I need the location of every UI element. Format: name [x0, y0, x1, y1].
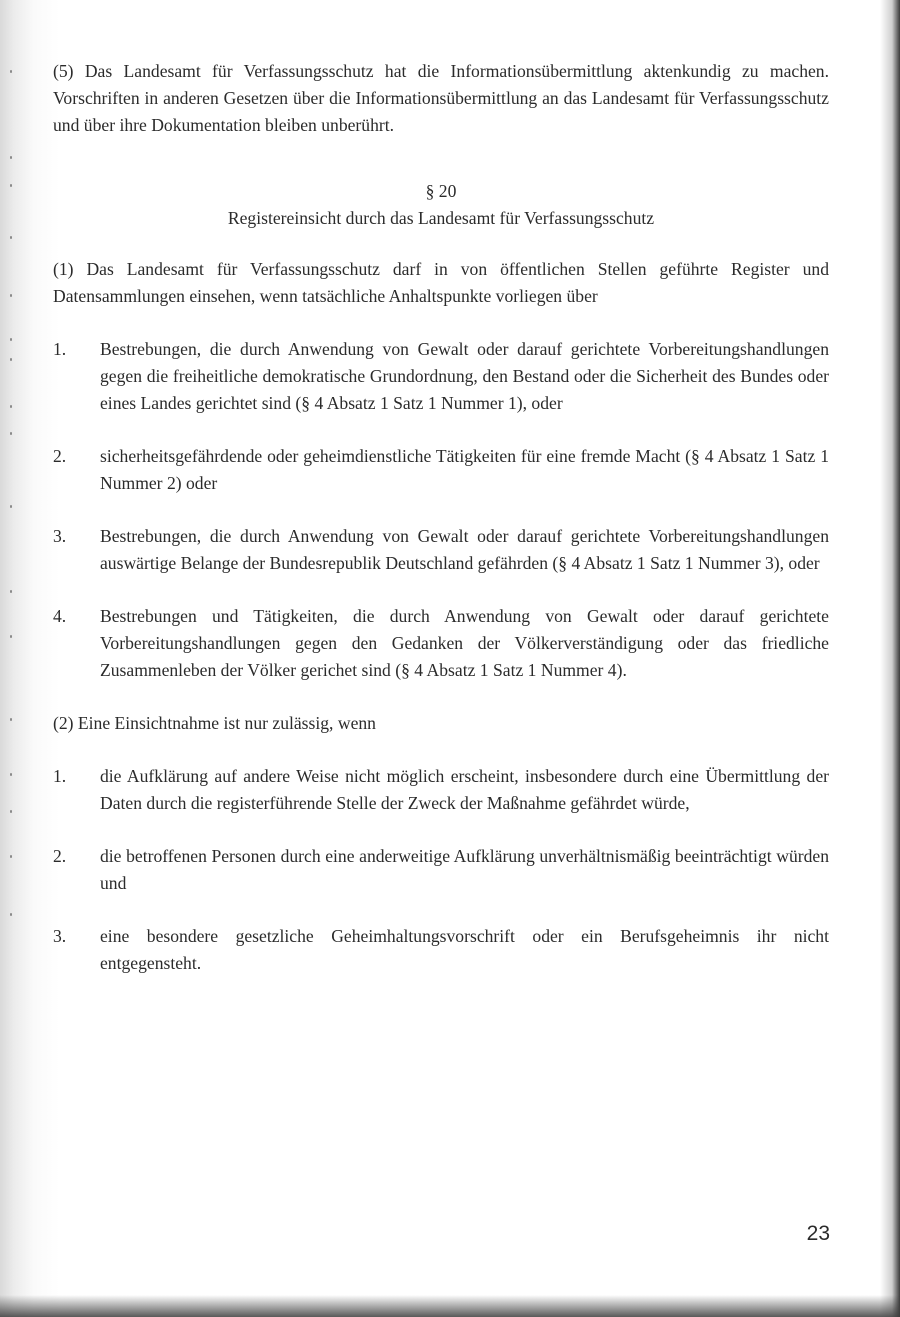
list-item-number: 1.	[53, 339, 67, 359]
list-item	[53, 443, 829, 497]
list-item-text: sicherheitsgefährdende oder geheimdienstliche Tätigkeiten für eine fremde Macht (§ 4 Absatz 1 Satz 1 Nummer 2) oder	[100, 446, 829, 493]
list-paragraph-1	[53, 336, 829, 684]
list-item-number: 4.	[53, 606, 67, 626]
list-item-number: 3.	[53, 926, 67, 946]
list-item-number: 2.	[53, 846, 67, 866]
list-item-text: die Aufklärung auf andere Weise nicht möglich erscheint, insbesondere durch eine Übermittlung der Daten durch die registerführende Stelle der Zweck der Maßnahme gefährdet würde,	[100, 766, 829, 813]
list-item-text: Bestrebungen, die durch Anwendung von Gewalt oder darauf gerichtete Vorbereitungshandlungen auswärtige Belange der Bundesrepublik Deutschland gefährden (§ 4 Absatz 1 Satz 1 Nummer 3), oder	[100, 526, 829, 573]
list-item-text: Bestrebungen, die durch Anwendung von Gewalt oder darauf gerichtete Vorbereitungshandlungen gegen die freiheitliche demokratische Grundordnung, den Bestand oder die Sicherheit des Bundes oder eines Landes gerichtet sind (§ 4 Absatz 1 Satz 1 Nummer 1), oder	[100, 339, 829, 413]
list-item	[53, 923, 829, 977]
list-item-text: Bestrebungen und Tätigkeiten, die durch Anwendung von Gewalt oder darauf gerichtete Vorbereitungshandlungen gegen den Gedanken der Völkerverständigung oder das friedliche Zusammenleben der Völker gerichet sind (§ 4 Absatz 1 Satz 1 Nummer 4).	[100, 606, 829, 680]
list-item	[53, 763, 829, 817]
list-item	[53, 523, 829, 577]
list-item	[53, 336, 829, 417]
paragraph-2-intro: (2) Eine Einsichtnahme ist nur zulässig, wenn	[53, 713, 376, 733]
section-heading	[53, 178, 829, 232]
list-item-text: eine besondere gesetzliche Geheimhaltungsvorschrift oder ein Berufsgeheimnis ihr nicht entgegensteht.	[100, 926, 829, 973]
list-paragraph-2	[53, 763, 829, 977]
list-item	[53, 603, 829, 684]
document-body	[53, 58, 829, 977]
scan-edge-shadow	[0, 1295, 900, 1317]
section-number: § 20	[425, 181, 457, 201]
list-item-number: 2.	[53, 446, 67, 466]
paragraph-1-intro: (1) Das Landesamt für Verfassungsschutz darf in von öffentlichen Stellen geführte Register und Datensammlungen einsehen, wenn tatsächliche Anhaltspunkte vorliegen über	[53, 259, 829, 306]
paragraph-5: (5) Das Landesamt für Verfassungsschutz hat die Informationsübermittlung aktenkundig zu machen. Vorschriften in anderen Gesetzen über die Informationsübermittlung an das Landesamt für Verfassungsschutz und über ihre Dokumentation bleiben unberührt.	[53, 61, 829, 135]
list-item-number: 3.	[53, 526, 67, 546]
page-number: 23	[806, 1222, 830, 1245]
list-item-text: die betroffenen Personen durch eine anderweitige Aufklärung unverhältnismäßig beeinträchtigt würden und	[100, 846, 829, 893]
list-item-number: 1.	[53, 766, 67, 786]
list-item	[53, 843, 829, 897]
binding-margin-marks	[10, 60, 16, 1260]
section-title: Registereinsicht durch das Landesamt für Verfassungsschutz	[227, 208, 655, 228]
